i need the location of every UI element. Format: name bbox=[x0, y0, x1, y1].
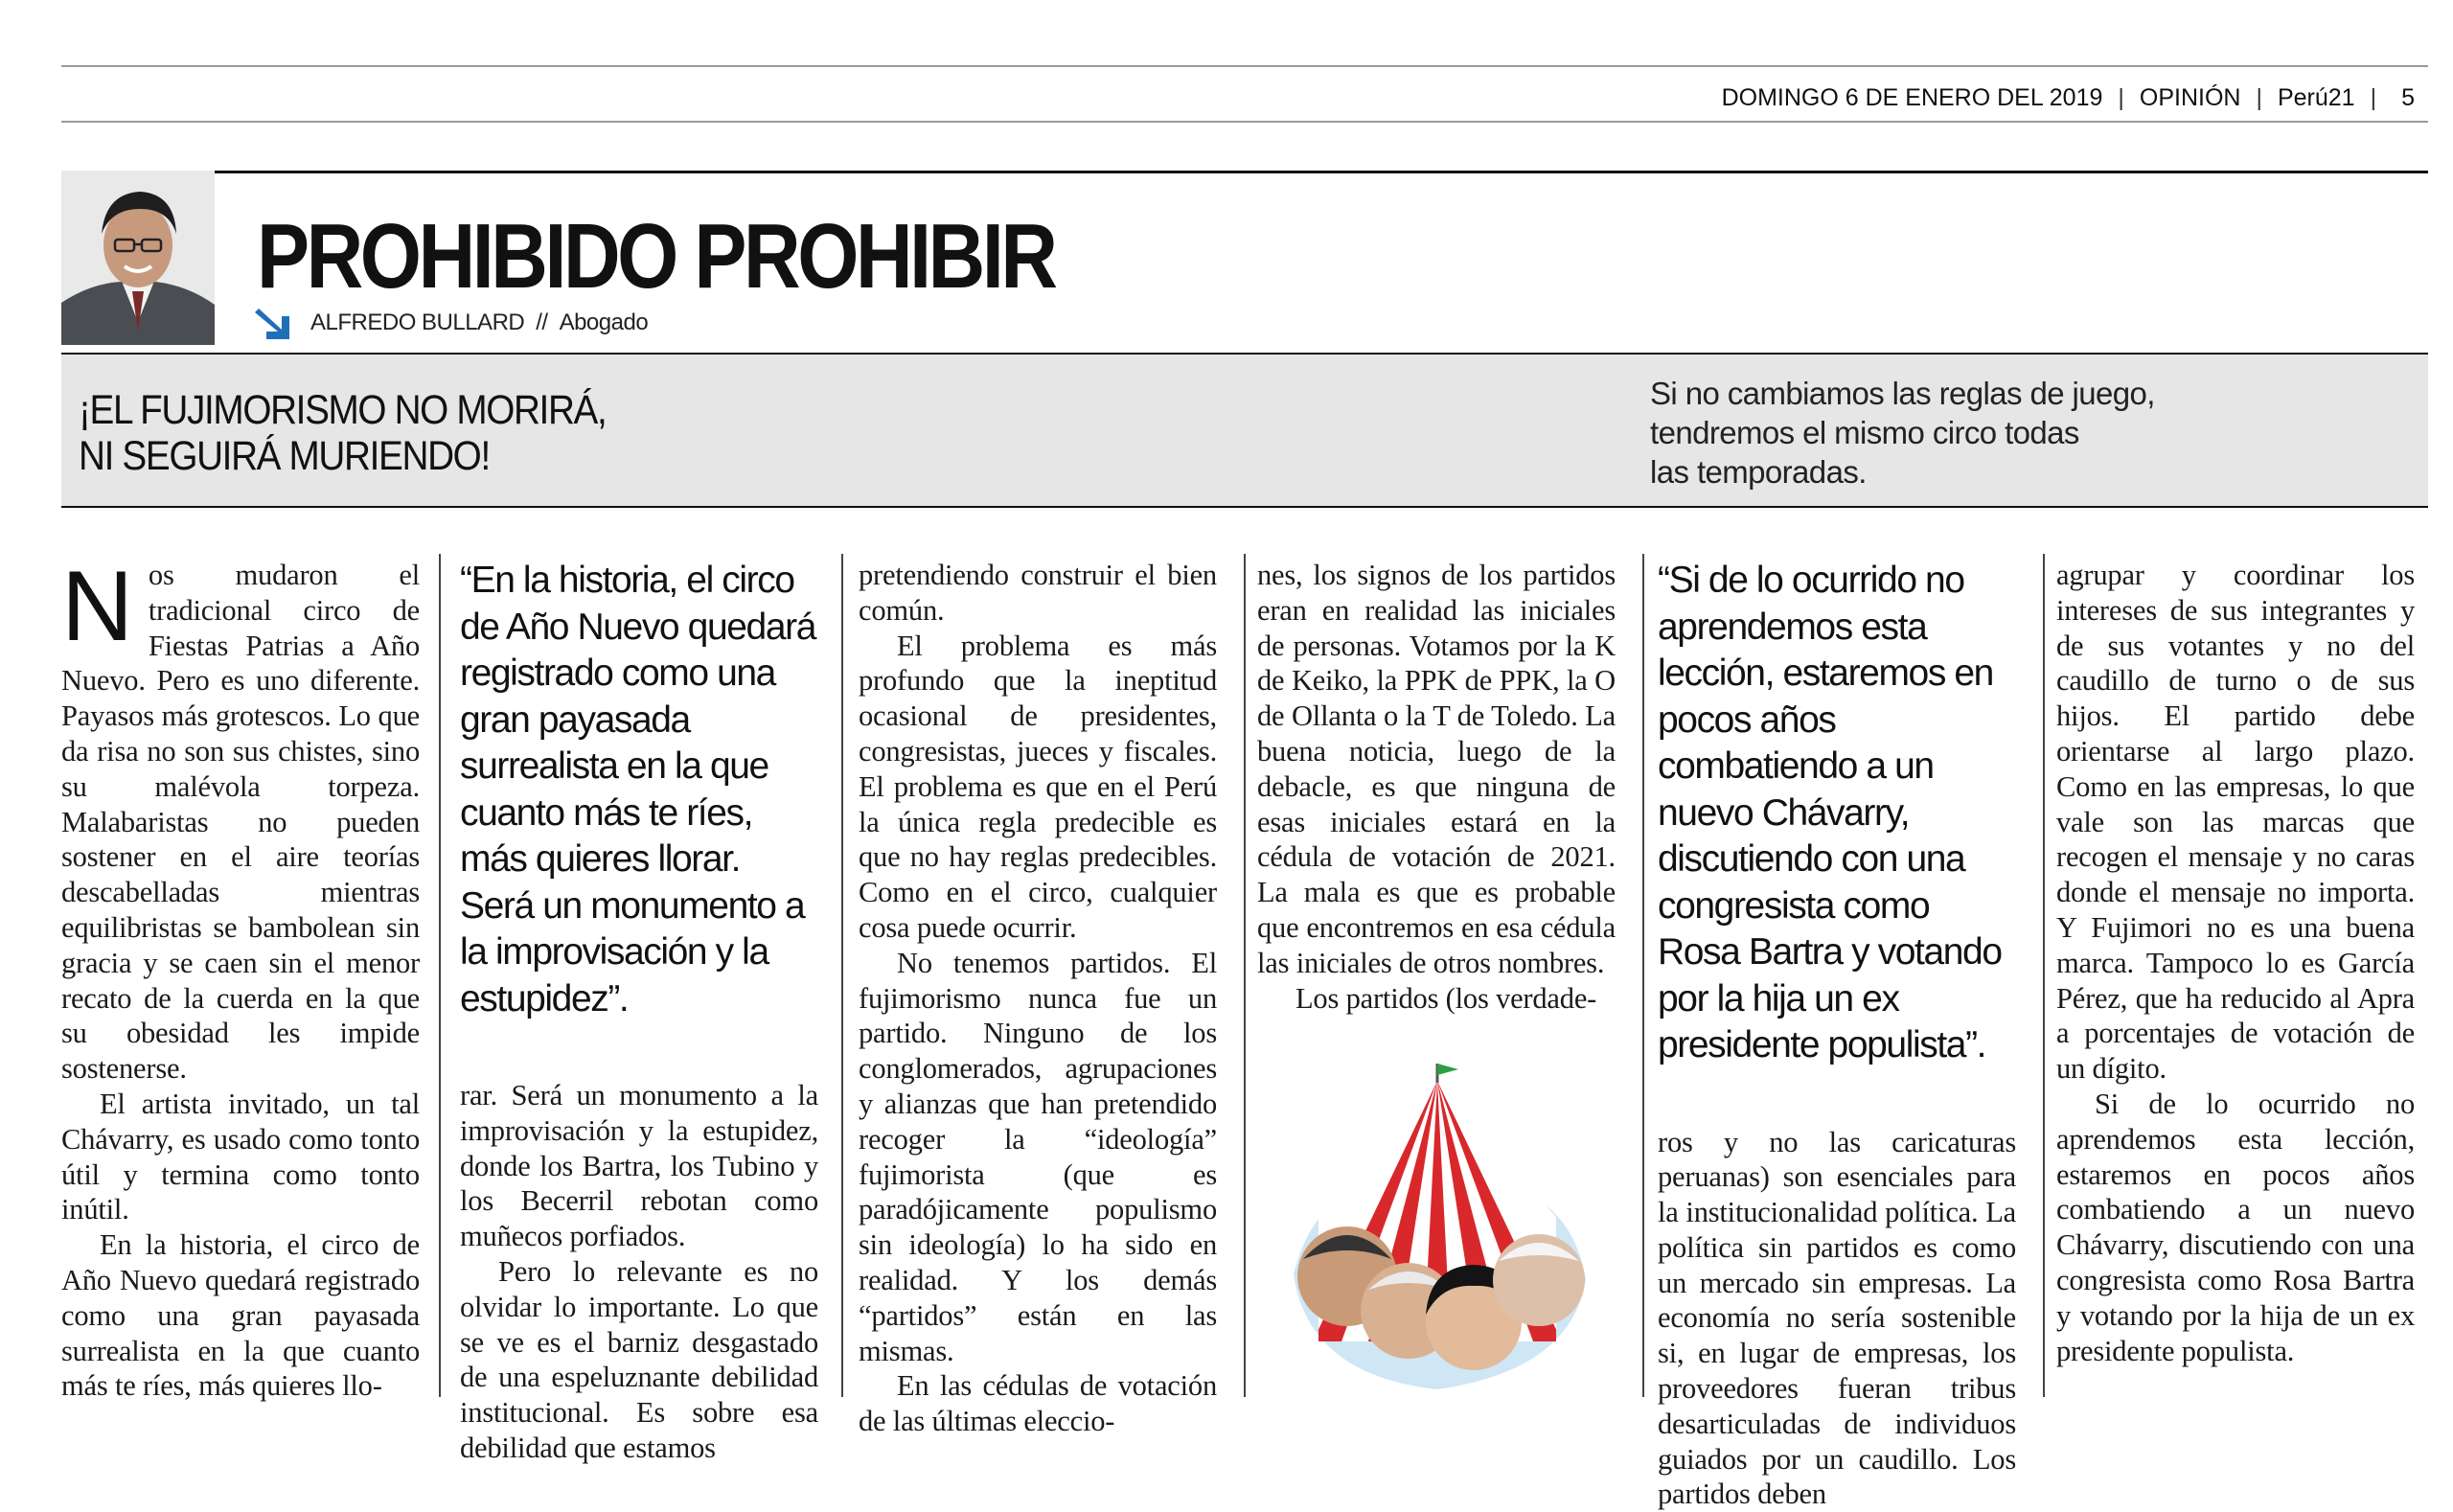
subhead-line: Si no cambiamos las reglas de juego, bbox=[1650, 374, 2225, 413]
header-rule bbox=[61, 121, 2428, 123]
text-column-2 bbox=[460, 558, 818, 1466]
body-paragraph: El artista invitado, un tal Chávarry, es usado como tonto útil y termina como tonto inútil. bbox=[61, 1087, 420, 1227]
circus-illustration bbox=[1255, 1054, 1619, 1418]
column-top-rule bbox=[61, 171, 2428, 173]
author-name: ALFREDO BULLARD bbox=[310, 309, 524, 336]
body-paragraph: Los partidos (los verdade- bbox=[1257, 981, 1616, 1017]
column-title: PROHIBIDO PROHIBIR bbox=[257, 211, 1055, 303]
pull-quote: “Si de lo ocurrido no aprendemos esta lección, estaremos en pocos años combatiendo a un nuevo Chávarry, discutiendo con una congresista como Rosa Bartra y votando por la hija un ex presidente populista”. bbox=[1658, 558, 2016, 1069]
circus-tent-icon bbox=[1255, 1054, 1619, 1418]
body-paragraph: agrupar y coordinar los intereses de sus integrantes y de sus votantes y no del caudillo de turno o de sus hijos. El partido debe orientarse al largo plazo. Como en las empresas, lo que vale son las marcas que recogen el mensaje y no caras donde el mensaje no importa. Y Fujimori no es una buena marca. Tampoco lo es García Pérez, que ha reducido al Apra a porcentajes de votación de un dígito. bbox=[2056, 558, 2415, 1087]
column-divider bbox=[1642, 554, 1644, 1397]
header-separator: | bbox=[2371, 84, 2377, 112]
pull-quote: “En la historia, el circo de Año Nuevo quedará registrado como una gran payasada surrealista en la que cuanto más te ríes, más quieres llorar. Será un monumento a la improvisación y la estupidez”. bbox=[460, 558, 818, 1022]
headline-line: ¡EL FUJIMORISMO NO MORIRÁ, bbox=[79, 387, 606, 433]
column-divider bbox=[2043, 554, 2045, 1397]
body-paragraph: pretendiendo construir el bien común. bbox=[859, 558, 1217, 629]
article-subhead bbox=[1650, 374, 2225, 492]
column-divider bbox=[439, 554, 441, 1397]
header-paper: Perú21 bbox=[2278, 84, 2355, 112]
byline-separator: // bbox=[536, 309, 547, 336]
header-date: DOMINGO 6 DE ENERO DEL 2019 bbox=[1722, 84, 2103, 112]
top-rule bbox=[61, 65, 2428, 67]
body-paragraph: ros y no las caricaturas peruanas) son esenciales para la institucionalidad política. La política sin partidos es como un mercado sin empresas. La economía no sería sostenible si, en lugar de empresas, los proveedores fueran tribus desarticuladas de individuos guiados por un caudillo. Los partidos deben bbox=[1658, 1125, 2016, 1512]
body-paragraph: Pero lo relevante es no olvidar lo importante. Lo que se ve es el barniz desgastado de una espeluznante debilidad institucional. Es sobre esa debilidad que estamos bbox=[460, 1254, 818, 1466]
arrow-down-right-icon bbox=[255, 305, 295, 341]
body-paragraph: Si de lo ocurrido no aprendemos esta lección, estaremos en pocos años combatiendo a un nuevo Chávarry, discutiendo con una congresista como Rosa Bartra y votando por la hija de un ex presidente populista. bbox=[2056, 1087, 2415, 1368]
headline-line: NI SEGUIRÁ MURIENDO! bbox=[79, 433, 606, 479]
body-paragraph: No tenemos partidos. El fujimorismo nunca fue un partido. Ninguno de los conglomerados, agrupaciones y alianzas que han pretendido recoger la “ideología” fujimorista (que es paradójicamente populismo sin ideología) lo ha sido en realidad. Y los demás “partidos” están en las mismas. bbox=[859, 946, 1217, 1369]
body-paragraph: rar. Será un monumento a la improvisación y la estupidez, donde los Bartra, los Tubino y los Becerril rebotan como muñecos porfiados. bbox=[460, 1078, 818, 1254]
header-separator: | bbox=[2256, 84, 2262, 112]
body-paragraph: En las cédulas de votación de las últimas eleccio- bbox=[859, 1368, 1217, 1439]
page-number: 5 bbox=[2401, 84, 2415, 112]
drop-cap: N bbox=[61, 565, 133, 648]
text-column-6 bbox=[2056, 558, 2415, 1368]
column-divider bbox=[841, 554, 843, 1397]
author-photo bbox=[61, 171, 215, 345]
headline-deck bbox=[61, 353, 2428, 508]
body-paragraph: nes, los signos de los partidos eran en realidad las iniciales de personas. Votamos por la K de Keiko, la PPK de PPK, la O de Ollanta o la T de Toledo. La buena noticia, luego de la debacle, es que ninguna de esas iniciales estará en la cédula de votación de 2021. La mala es que es probable que encontremos en esa cédula las iniciales de otros nombres. bbox=[1257, 558, 1616, 981]
byline bbox=[255, 305, 648, 341]
header-section: OPINIÓN bbox=[2140, 84, 2241, 112]
text-column-1 bbox=[61, 558, 420, 1404]
article-headline bbox=[79, 387, 606, 479]
column-divider bbox=[1244, 554, 1246, 1397]
author-role: Abogado bbox=[560, 309, 649, 336]
subhead-line: tendremos el mismo circo todas bbox=[1650, 413, 2225, 452]
header-separator: | bbox=[2118, 84, 2124, 112]
body-paragraph: El problema es más profundo que la ineptitud ocasional de presidentes, congresistas, jueces y fiscales. El problema es que en el Perú la única regla predecible es que no hay reglas predecibles. Como en el circo, cualquier cosa puede ocurrir. bbox=[859, 629, 1217, 946]
text-column-4 bbox=[1257, 558, 1616, 1016]
author-portrait-icon bbox=[61, 171, 215, 345]
page-header bbox=[1722, 79, 2415, 117]
subhead-line: las temporadas. bbox=[1650, 452, 2225, 492]
body-paragraph: En la historia, el circo de Año Nuevo quedará registrado como una gran payasada surrealista en la que cuanto más te ríes, más quieres llo- bbox=[61, 1227, 420, 1404]
text-column-3 bbox=[859, 558, 1217, 1439]
text-column-5 bbox=[1658, 558, 2016, 1512]
body-paragraph: Nos mudaron el tradicional circo de Fiestas Patrias a Año Nuevo. Pero es uno diferente. Payasos más grotescos. Lo que da risa no son sus chistes, sino su malévola torpeza. Malabaristas no pueden sostener en el aire teorías descabelladas mientras equilibristas se bambolean sin gracia y se caen sin el menor recato de la cuerda en la que su obesidad les impide sostenerse. bbox=[61, 558, 420, 1087]
